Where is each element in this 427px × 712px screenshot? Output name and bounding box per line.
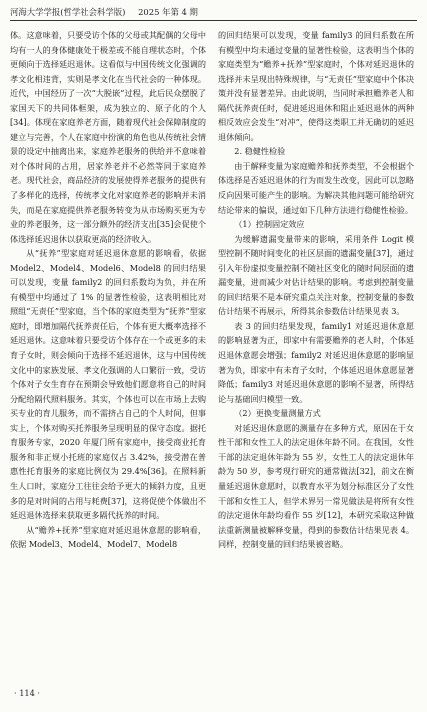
header-rule — [10, 20, 417, 21]
section-heading: （1）控制固定效应 — [234, 219, 305, 230]
section-heading: 2. 稳健性检验 — [234, 146, 286, 157]
issue-label: 2025 年第 4 期 — [138, 7, 198, 17]
paragraph: 对延迟退休意愿的测量存在多种方式，原因在于女性干部和女性工人的法定退休年龄不同。在我国，女性干部的法定退休年龄为 55 岁，女性工人的法定退休年龄为 50 岁，参考现行研究的通常做法[32]，前文在衡量延迟退休意愿时，以教育水平为划分标准区分了女性干部和女性工人，但学术界另一常见做法是将所有女性的法定退休年龄均看作 55 岁[12]，本研究采取这种做法重新测量被解释变量，得到的参数估计结果见表 4。同样，控制变量的回归结果被省略。 — [218, 422, 414, 550]
left-column — [10, 28, 206, 552]
paragraph: 为缓解遗漏变量带来的影响，采用条件 Logit 模型控制不随时间变化的社区层面的遗漏变量[37]，通过引入年份虚拟变量控制不随社区变化的随时间层面的遗漏变量，进而减少对估计结果的影响。考虑到控制变量的回归结果不是本研究重点关注对象，控制变量的参数估计结果不再展示，所得其余参数估计结果见表 3。 — [218, 233, 414, 317]
section-heading: （2）更换变量测量方式 — [234, 408, 321, 419]
paragraph: 体。这意味着，只要受访个体的父母或其配偶的父母中均有一人的身体健康处于极差或不能自理状态时，个体更倾向于选择延迟退休。这看似与中国传统文化强调的孝文化相违背，实则是孝文化在当代社会的一种体现。近代，中国经历了一次“大脱嵌”过程，此后民众摆脱了家国天下的共同体框架，成为独立的、原子化的个人[34]。体现在家庭养老方面，随着现代社会保障制度的建立与完善，个人在家庭中扮演的角色也从传统社会情景的设定中抽离出来，家庭养老服务的供给并不意味着对个体时间的占用，居家养老并不必然等同于家庭养老。现代社会，商品经济的发展使得养老服务的提供有了多样化的选择，传统孝文化对家庭养老的影响并未消失，而是在家庭提供养老服务转变为从市场购买更为专业的养老服务，这一部分额外的经济支出[35]会促使个体选择延迟退休以获取更高的经济收入。 — [10, 30, 206, 244]
paragraph: 从“赡养+抚养”型家庭对延迟退休意愿的影响看，依据 Model3、Model4、Model7、Model8 — [10, 524, 206, 550]
paragraph: 由于解释变量为家庭赡养和抚养类型，不会根据个体选择是否延迟退休的行为而发生改变，因此可以忽略反向因果可能产生的影响。为解决其他问题可能给研究结论带来的偏误，通过如下几种方法进行稳健性检验。 — [218, 160, 414, 215]
paragraph: 的回归结果可以发现，变量 family3 的回归系数在所有模型中均未通过变量的显著性检验，这表明当个体的家庭类型为“赡养+抚养”型家庭时，个体对延迟退休的选择并未呈现出特殊规律，与“无责任”型家庭中个体决策并没有显著差异。由此说明，当同时承担赡养老人和隔代抚养责任时，促进延迟退休和阻止延迟退休的两种相反效应会发生“对冲”，使得这类职工并无确切的延迟退休倾向。 — [218, 30, 414, 142]
journal-name: 河海大学学报(哲学社会科学版) — [10, 7, 126, 17]
paragraph: 从“抚养”型家庭对延迟退休意愿的影响看，依据 Model2、Model4、Model6、Model8 的回归结果可以发现，变量 family2 的回归系数均为负，并在所有模型中均通过了 1% 的显著性检验，这表明相比对照组“无责任”型家庭，当个体的家庭类型为“抚养”型家庭时，即增加隔代抚养责任后，个体有更大概率选择不延迟退休。这意味着只要受访个体存在一个或更多的未育子女时，则会倾向于选择不延迟退休，这与中国传统文化中的家族发展、孝文化强调的人口繁衍一致，受访个体对子女生育存在预期会导致他们愿意将自己的时间分配给隔代照料服务。其实，个体也可以在市场上去购买专业的育儿服务，而不需挤占自己的个人时间，但事实上，个体对购买托养服务呈现明显的保守态度。据托育服务专家，2020 年厦门所有家庭中，接受商业托育服务和非正规小托班的家庭仅占 3.42%，接受潜在普惠性托育服务的家庭比例仅为 29.4%[36]。在照料新生人口时，家庭分工往往会给予更大的倾斜力度，且更多的是对时间的占用与耗费[37]，这将促使个体做出不延迟退休选择来获取更多隔代抚养的时间。 — [10, 248, 206, 521]
right-column — [218, 28, 414, 552]
page-number: · 114 · — [14, 688, 41, 698]
page-header — [10, 4, 417, 20]
paragraph: 表 3 的回归结果发现，family1 对延迟退休意愿的影响显著为正，即家中有需要赡养的老人时，个体延迟退休意愿会增强；family2 对延迟退休意愿的影响显著为负，即家中有未育子女时，个体延迟退休意愿显著降低；family3 对延迟退休意愿的影响不显著，所得结论与基础回归模型一致。 — [218, 320, 414, 404]
